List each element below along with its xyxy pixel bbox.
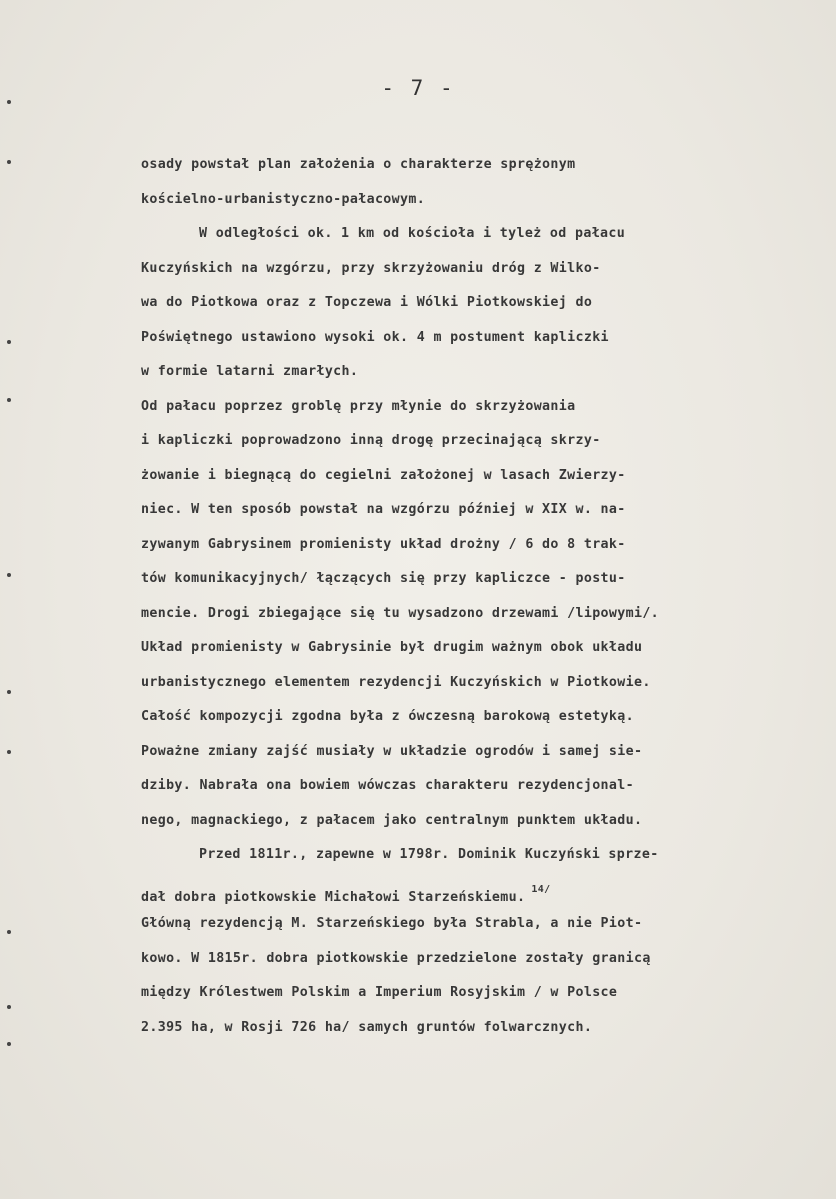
text-line: tów komunikacyjnych/ łączących się przy kapliczce - postu- bbox=[141, 571, 626, 586]
text-line: kowo. W 1815r. dobra piotkowskie przedzielone zostały granicą bbox=[141, 950, 651, 966]
text-line: nego, magnackiego, z pałacem jako centralnym punktem układu. bbox=[141, 812, 643, 828]
text-line: między Królestwem Polskim a Imperium Rosyjskim / w Polsce bbox=[141, 985, 618, 1000]
text-line: i kapliczki poprowadzono inną drogę przecinającą skrzy- bbox=[141, 433, 601, 448]
margin-dot bbox=[7, 340, 11, 344]
text-line: w formie latarni zmarłych. bbox=[141, 364, 359, 379]
margin-dot bbox=[7, 690, 11, 694]
margin-dot bbox=[7, 398, 11, 402]
text-line: Całość kompozycji zgodna była z ówczesną barokową estetyką. bbox=[141, 709, 634, 724]
text-line: kościelno-urbanistyczno-pałacowym. bbox=[141, 191, 426, 207]
text-line: Od pałacu poprzez groblę przy młynie do skrzyżowania bbox=[141, 398, 576, 414]
text-line: Poświętnego ustawiono wysoki ok. 4 m postument kapliczki bbox=[141, 329, 609, 345]
text-line: niec. W ten sposób powstał na wzgórzu później w XIX w. na- bbox=[141, 502, 626, 517]
text-line: urbanistycznego elementem rezydencji Kuczyńskich w Piotkowie. bbox=[141, 674, 651, 690]
text-line: wa do Piotkowa oraz z Topczewa i Wólki Piotkowskiej do bbox=[141, 295, 593, 310]
text-line: Kuczyńskich na wzgórzu, przy skrzyżowaniu dróg z Wilko- bbox=[141, 260, 601, 276]
footnote-reference: 14/ bbox=[531, 883, 551, 895]
text-line: dziby. Nabrała ona bowiem wówczas charakteru rezydencjonal- bbox=[141, 778, 634, 793]
margin-dot bbox=[7, 1042, 11, 1046]
body-text bbox=[141, 148, 821, 1045]
text-line: dał dobra piotkowskie Michałowi Starzeńskiemu. bbox=[141, 889, 526, 905]
margin-dot bbox=[7, 750, 11, 754]
text-line: zywanym Gabrysinem promienisty układ drożny / 6 do 8 trak- bbox=[141, 536, 626, 552]
page-number: - 7 - bbox=[381, 76, 455, 100]
text-line: osady powstał plan założenia o charakterze sprężonym bbox=[141, 157, 576, 172]
margin-dot bbox=[7, 160, 11, 164]
margin-dot bbox=[7, 573, 11, 577]
text-line: Główną rezydencją M. Starzeńskiego była Strabla, a nie Piot- bbox=[141, 916, 643, 931]
margin-dot bbox=[7, 930, 11, 934]
text-line: Poważne zmiany zajść musiały w układzie ogrodów i samej sie- bbox=[141, 743, 643, 759]
text-line: W odległości ok. 1 km od kościoła i tyleż od pałacu bbox=[199, 226, 626, 241]
text-line: mencie. Drogi zbiegające się tu wysadzono drzewami /lipowymi/. bbox=[141, 605, 660, 621]
text-line: 2.395 ha, w Rosji 726 ha/ samych gruntów folwarcznych. bbox=[141, 1019, 593, 1035]
text-line: Układ promienisty w Gabrysinie był drugim ważnym obok układu bbox=[141, 640, 643, 655]
margin-dot bbox=[7, 100, 11, 104]
text-line: Przed 1811r., zapewne w 1798r. Dominik Kuczyński sprze- bbox=[199, 847, 659, 862]
text-line-with-footnote bbox=[141, 873, 821, 908]
text-line: żowanie i biegnącą do cegielni założonej w lasach Zwierzy- bbox=[141, 467, 626, 483]
margin-dot bbox=[7, 1005, 11, 1009]
